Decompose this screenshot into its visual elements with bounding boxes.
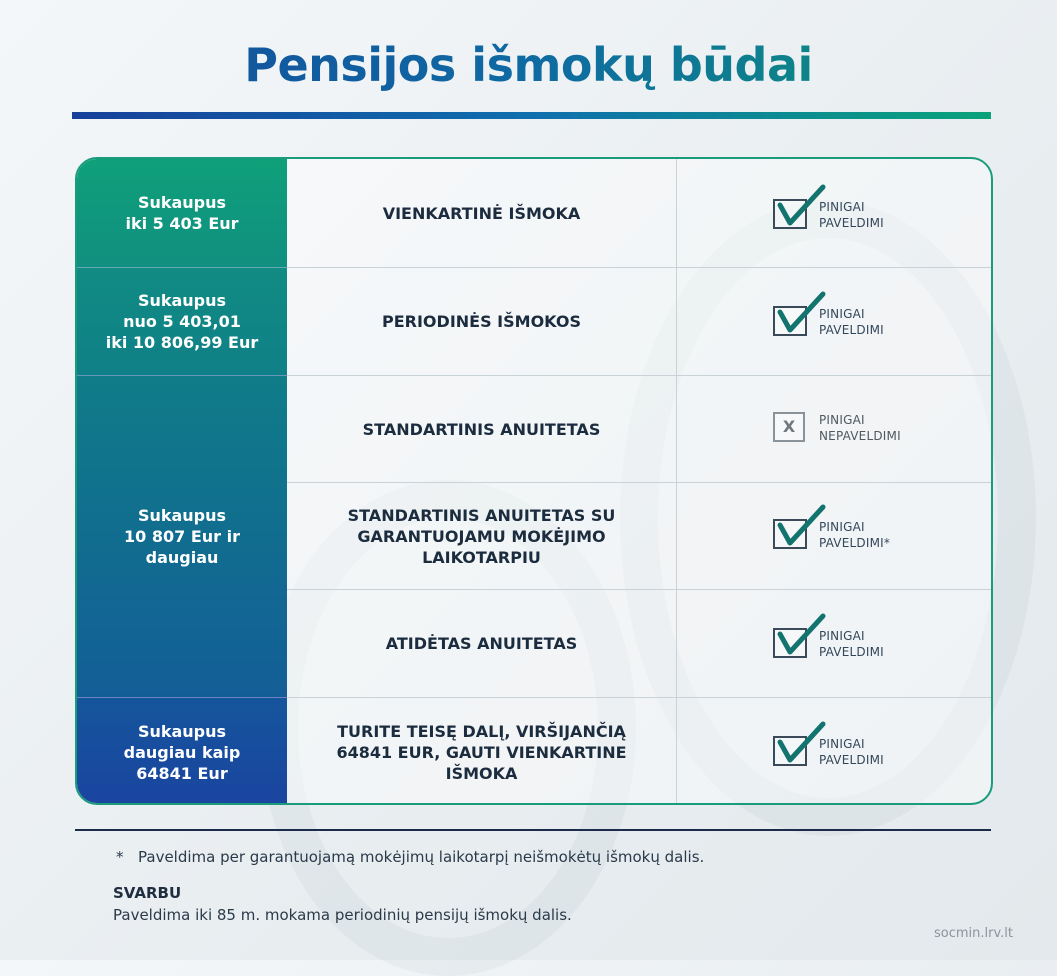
status-text: PINIGAI PAVELDIMI* (819, 520, 891, 550)
status-text: PINIGAI PAVELDIMI (819, 737, 884, 767)
payout-option: PERIODINĖS IŠMOKOS (287, 268, 677, 375)
payout-option: VIENKARTINĖ IŠMOKA (287, 159, 677, 267)
inheritance-status (677, 268, 993, 375)
title-underline (72, 112, 991, 119)
group-label: Sukaupus 10 807 Eur ir daugiau (124, 506, 240, 567)
table-row (287, 159, 993, 267)
x-icon: X (782, 417, 796, 436)
inheritance-status (677, 483, 993, 589)
footnote-text: Paveldima per garantuojamą mokėjimų laikotarpį neišmokėtų išmokų dalis. (138, 848, 705, 866)
table-row (287, 375, 993, 482)
inheritance-status (677, 159, 993, 267)
group-cell-3 (77, 375, 287, 697)
payout-table (75, 157, 993, 805)
status-text: PINIGAI PAVELDIMI (819, 200, 884, 230)
payout-option: STANDARTINIS ANUITETAS SU GARANTUOJAMU MOKĖJIMO LAIKOTARPIU (287, 483, 677, 589)
status-text: PINIGAI PAVELDIMI (819, 629, 884, 659)
important-heading: SVARBU (113, 884, 182, 902)
savings-group-column (77, 159, 287, 803)
page-title: Pensijos išmokų būdai (0, 38, 1057, 92)
table-row (287, 697, 993, 805)
table-row (287, 267, 993, 375)
group-label: Sukaupus daugiau kaip 64841 Eur (123, 722, 241, 783)
group-cell-4 (77, 697, 287, 805)
inheritance-status (677, 698, 993, 805)
inheritance-status (677, 376, 993, 482)
website-label: socmin.lrv.lt (933, 926, 1013, 941)
status-text: PINIGAI PAVELDIMI (819, 307, 884, 337)
important-text: Paveldima iki 85 m. mokama periodinių pensijų išmokų dalis. (113, 906, 572, 924)
group-cell-2 (77, 267, 287, 375)
status-text: PINIGAI NEPAVELDIMI (819, 413, 901, 443)
inheritance-status (677, 590, 993, 697)
payout-option: TURITE TEISĘ DALĮ, VIRŠIJANČIĄ 64841 EUR, GAUTI VIENKARTINE IŠMOKA (287, 698, 677, 805)
group-cell-1 (77, 159, 287, 267)
footnote (116, 848, 704, 866)
footer-divider (75, 829, 991, 831)
footnote-marker: * (116, 848, 124, 866)
table-row (287, 482, 993, 589)
group-label: Sukaupus iki 5 403 Eur (125, 193, 239, 233)
group-label: Sukaupus nuo 5 403,01 iki 10 806,99 Eur (105, 291, 259, 352)
table-row (287, 589, 993, 697)
payout-option: ATIDĖTAS ANUITETAS (287, 590, 677, 697)
payout-option: STANDARTINIS ANUITETAS (287, 376, 677, 482)
